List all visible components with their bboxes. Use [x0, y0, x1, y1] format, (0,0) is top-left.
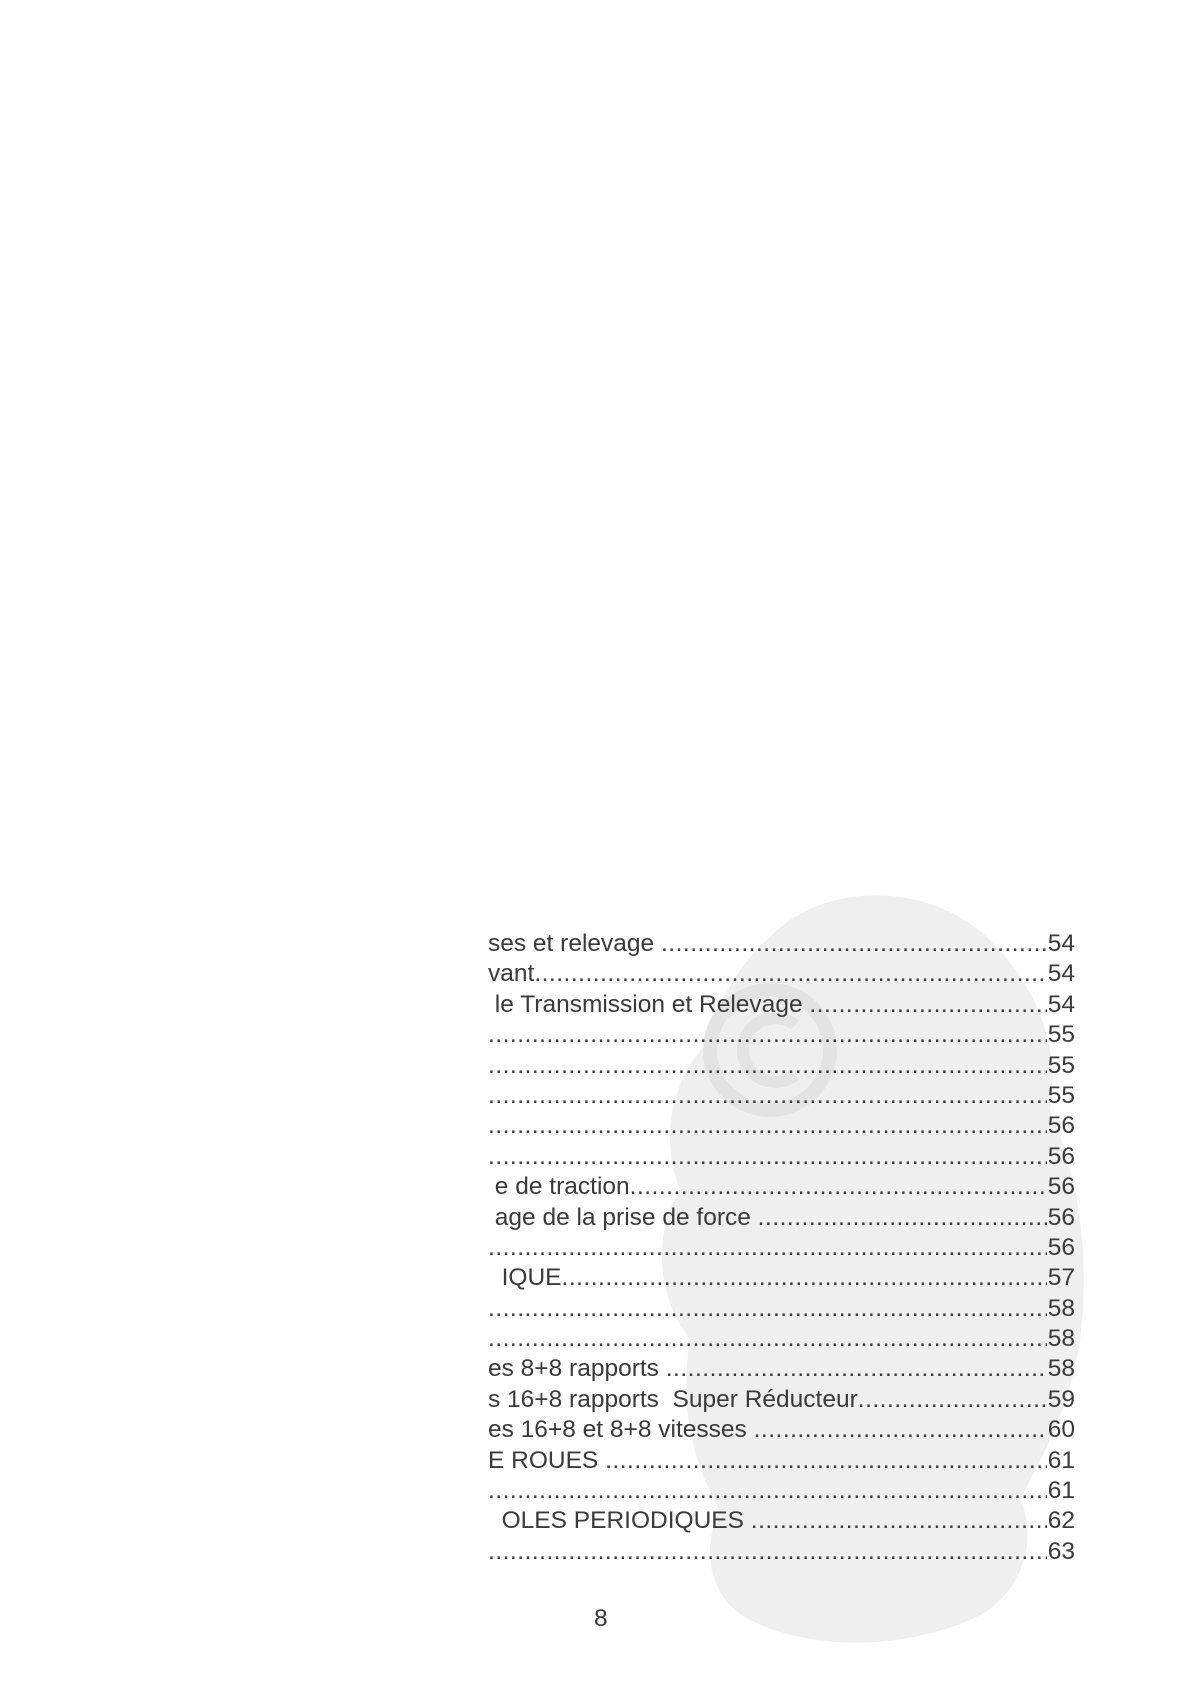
toc-dot-leader [751, 1506, 1047, 1536]
toc-entry[interactable] [488, 959, 1075, 989]
toc-dot-leader [488, 1294, 1047, 1324]
page-number: 8 [594, 1605, 608, 1632]
toc-entry-page: 58 [1047, 1355, 1075, 1383]
toc-entry[interactable] [488, 1051, 1075, 1081]
toc-dot-leader [488, 1476, 1047, 1506]
toc-entry-label: age de la prise de force [488, 1203, 758, 1231]
toc-entry[interactable] [488, 929, 1075, 959]
toc-entry-label: s 16+8 rapports Super Réducteur [488, 1385, 858, 1413]
toc-entry[interactable] [488, 1385, 1075, 1415]
toc-dot-leader [488, 1324, 1047, 1354]
toc-entry[interactable] [488, 1020, 1075, 1050]
toc-dot-leader [758, 1203, 1047, 1233]
toc-dot-leader [534, 959, 1046, 989]
toc-entry-page: 57 [1047, 1264, 1075, 1292]
toc-entry-label: E ROUES [488, 1446, 606, 1474]
toc-entry-label: OLES PERIODIQUES [488, 1507, 751, 1535]
toc-entry-page: 63 [1047, 1537, 1075, 1565]
toc-entry[interactable] [488, 1081, 1075, 1111]
toc-entry-page: 58 [1047, 1325, 1075, 1353]
toc-dot-leader [630, 1172, 1047, 1202]
toc-entry[interactable] [488, 1446, 1075, 1476]
toc-dot-leader [666, 1354, 1047, 1384]
toc-entry-page: 54 [1047, 930, 1075, 957]
toc-entry-page: 60 [1047, 1416, 1075, 1444]
toc-entry-page: 54 [1047, 960, 1075, 988]
toc-entry-page: 56 [1047, 1142, 1075, 1170]
toc-dot-leader [488, 1233, 1047, 1263]
toc-entry-label: ses et relevage [488, 930, 661, 957]
toc-entry-label: es 8+8 rapports [488, 1355, 666, 1383]
toc-entry[interactable] [488, 1111, 1075, 1141]
toc-entry-page: 58 [1047, 1294, 1075, 1322]
toc-dot-leader [858, 1385, 1047, 1415]
toc-entry-page: 56 [1047, 1173, 1075, 1201]
toc-entry-label: es 16+8 et 8+8 vitesses [488, 1416, 754, 1444]
toc-entry-page: 55 [1047, 1081, 1075, 1109]
toc-entry-label: le Transmission et Relevage [488, 990, 810, 1018]
toc-entry-page: 56 [1047, 1203, 1075, 1231]
toc-entry[interactable] [488, 1203, 1075, 1233]
toc-entry-page: 56 [1047, 1233, 1075, 1261]
toc-entry[interactable] [488, 1172, 1075, 1202]
toc-entry-page: 56 [1047, 1112, 1075, 1140]
toc-entry-page: 61 [1047, 1477, 1075, 1505]
toc-entry-label: e de traction [488, 1173, 630, 1201]
toc-dot-leader [605, 1446, 1047, 1476]
toc-dot-leader [661, 929, 1047, 959]
toc-entry[interactable] [488, 990, 1075, 1020]
toc-dot-leader [562, 1263, 1047, 1293]
toc-entry[interactable] [488, 1142, 1075, 1172]
toc-entry[interactable] [488, 1537, 1075, 1567]
toc-entry[interactable] [488, 1354, 1075, 1384]
toc-entry-page: 55 [1047, 1021, 1075, 1049]
toc-entry-page: 54 [1047, 990, 1075, 1018]
toc-entry[interactable] [488, 1294, 1075, 1324]
toc-entry-label: vant [488, 960, 535, 988]
toc-entry[interactable] [488, 1415, 1075, 1445]
toc-entry[interactable] [488, 1263, 1075, 1293]
toc-entry-page: 59 [1047, 1385, 1075, 1413]
toc-dot-leader [488, 1020, 1047, 1050]
toc-entry-page: 61 [1047, 1446, 1075, 1474]
toc-entry-label: IQUE [488, 1264, 562, 1292]
toc-dot-leader [488, 1081, 1047, 1111]
toc-entry[interactable] [488, 1506, 1075, 1536]
toc-entry-page: 62 [1047, 1507, 1075, 1535]
toc-entry[interactable] [488, 1476, 1075, 1506]
toc-dot-leader [488, 1111, 1047, 1141]
toc-dot-leader [488, 1142, 1047, 1172]
toc-entry-page: 55 [1047, 1051, 1075, 1079]
toc-dot-leader [488, 1051, 1047, 1081]
toc-dot-leader [488, 1537, 1047, 1567]
toc-entry[interactable] [488, 1324, 1075, 1354]
toc-dot-leader [809, 990, 1046, 1020]
toc-entry[interactable] [488, 1233, 1075, 1263]
toc-dot-leader [754, 1415, 1047, 1445]
table-of-contents [488, 929, 1075, 1567]
